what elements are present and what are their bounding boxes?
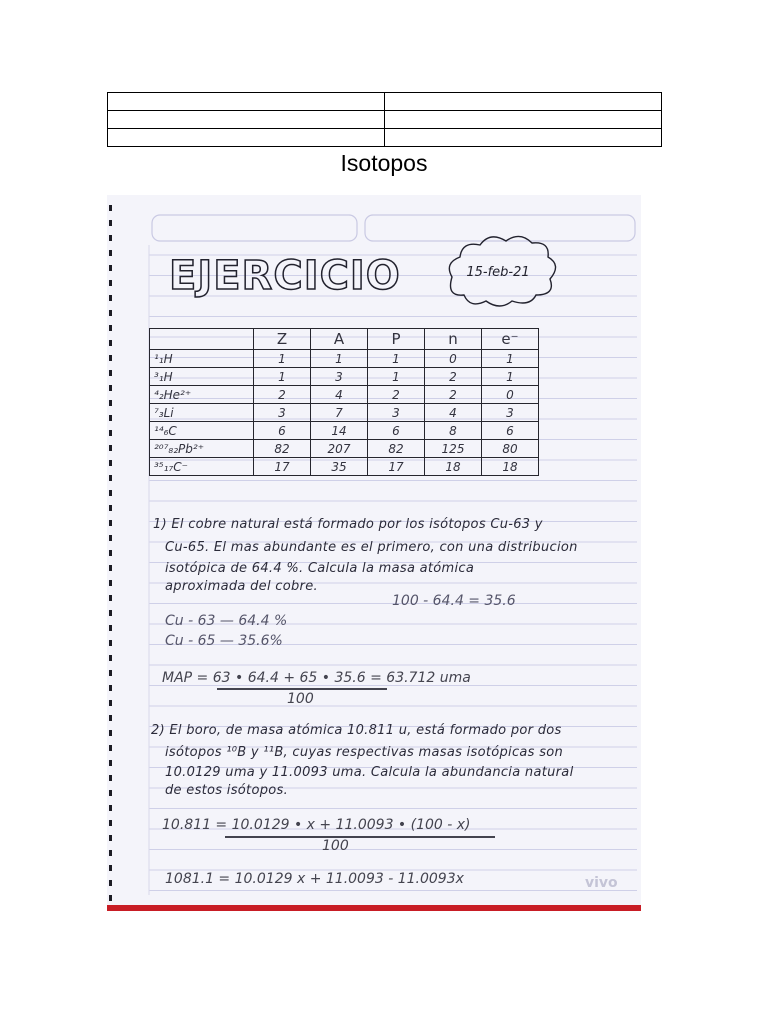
- binding-hole: [109, 685, 112, 691]
- table-cell: 82: [254, 440, 311, 458]
- header-table-row: [108, 111, 662, 129]
- isotope-table-header: [150, 329, 539, 350]
- table-cell: 2: [368, 386, 425, 404]
- header-table-row: [108, 93, 662, 111]
- table-cell: 18: [482, 458, 539, 476]
- binding-hole: [109, 445, 112, 451]
- binding-hole: [109, 415, 112, 421]
- q2-line-3: 10.0129 uma y 11.0093 uma. Calcula la abundancia natural: [165, 765, 574, 780]
- binding-hole: [109, 865, 112, 871]
- q1-calc: 100 - 64.4 = 35.6: [392, 593, 516, 609]
- binding-hole: [109, 490, 112, 496]
- table-cell: 82: [368, 440, 425, 458]
- binding-hole: [109, 340, 112, 346]
- binding-hole: [109, 655, 112, 661]
- binding-hole: [109, 505, 112, 511]
- binding-hole: [109, 235, 112, 241]
- binding-hole: [109, 385, 112, 391]
- table-cell: 1: [482, 368, 539, 386]
- binding-hole: [109, 775, 112, 781]
- table-cell: ⁷₃Li: [150, 404, 254, 422]
- table-cell: 3: [368, 404, 425, 422]
- table-cell: 1: [368, 368, 425, 386]
- table-row: [150, 368, 539, 386]
- binding-hole: [109, 715, 112, 721]
- column-header: [150, 329, 254, 350]
- binding-hole: [109, 355, 112, 361]
- table-cell: 1: [368, 350, 425, 368]
- header-cell: [385, 129, 662, 147]
- binding-hole: [109, 310, 112, 316]
- table-cell: 6: [368, 422, 425, 440]
- q2-equation-denominator: 100: [322, 838, 349, 854]
- table-cell: 4: [425, 404, 482, 422]
- q2-equation: 10.811 = 10.0129 • x + 11.0093 • (100 - x): [162, 817, 471, 833]
- table-row: [150, 440, 539, 458]
- notebook-photo: [107, 195, 641, 911]
- header-cell: [385, 93, 662, 111]
- binding-hole: [109, 520, 112, 526]
- table-cell: ¹⁴₆C: [150, 422, 254, 440]
- table-cell: 6: [254, 422, 311, 440]
- q1-map: MAP = 63 • 64.4 + 65 • 35.6 = 63.712 uma: [162, 670, 471, 686]
- table-cell: 35: [311, 458, 368, 476]
- table-row: [150, 458, 539, 476]
- table-cell: 4: [311, 386, 368, 404]
- q1-line-1: 1) El cobre natural está formado por los isótopos Cu-63 y: [153, 517, 543, 532]
- q2-line-4: de estos isótopos.: [165, 783, 289, 798]
- q1-line-4: aproximada del cobre.: [165, 579, 318, 594]
- header-table-row: [108, 129, 662, 147]
- binding-hole: [109, 325, 112, 331]
- binding-hole: [109, 265, 112, 271]
- binding-hole: [109, 625, 112, 631]
- table-cell: 3: [311, 368, 368, 386]
- table-cell: 3: [254, 404, 311, 422]
- binding-hole: [109, 295, 112, 301]
- document-title: Isotopos: [340, 150, 428, 176]
- table-row: [150, 404, 539, 422]
- brand-logo: vivo: [585, 875, 618, 891]
- table-cell: 6: [482, 422, 539, 440]
- binding-hole: [109, 535, 112, 541]
- table-cell: 18: [425, 458, 482, 476]
- binding-hole: [109, 790, 112, 796]
- table-cell: 17: [368, 458, 425, 476]
- binding-hole: [109, 880, 112, 886]
- ejercicio-heading: EJERCICIO: [169, 253, 401, 299]
- table-cell: ³₁H: [150, 368, 254, 386]
- binding-hole: [109, 700, 112, 706]
- table-cell: 1: [254, 350, 311, 368]
- table-cell: 1: [482, 350, 539, 368]
- binding-hole: [109, 220, 112, 226]
- table-cell: 3: [482, 404, 539, 422]
- table-cell: 125: [425, 440, 482, 458]
- header-cell: [385, 111, 662, 129]
- table-row: [150, 386, 539, 404]
- binding-hole: [109, 460, 112, 466]
- q1-fraction-bar: [217, 688, 387, 690]
- binding-hole: [109, 400, 112, 406]
- q2-fraction-bar: [225, 836, 495, 838]
- binding-hole: [109, 745, 112, 751]
- column-header: Z: [254, 329, 311, 350]
- header-cell: [108, 93, 385, 111]
- column-header: A: [311, 329, 368, 350]
- q2-line-1: 2) El boro, de masa atómica 10.811 u, está formado por dos: [151, 723, 562, 738]
- q1-cu63: Cu - 63 — 64.4 %: [165, 613, 288, 629]
- binding-hole: [109, 280, 112, 286]
- table-cell: 8: [425, 422, 482, 440]
- header-table: [107, 92, 662, 147]
- header-cell: [108, 111, 385, 129]
- table-cell: 2: [425, 368, 482, 386]
- column-header: e⁻: [482, 329, 539, 350]
- binding-hole: [109, 805, 112, 811]
- binding-hole: [109, 595, 112, 601]
- binding-hole: [109, 670, 112, 676]
- column-header: P: [368, 329, 425, 350]
- photo-bottom-edge: [107, 905, 641, 911]
- isotope-table: [149, 328, 539, 476]
- table-cell: 2: [425, 386, 482, 404]
- table-row: [150, 422, 539, 440]
- binding-hole: [109, 820, 112, 826]
- table-cell: ³⁵₁₇C⁻: [150, 458, 254, 476]
- table-cell: 1: [311, 350, 368, 368]
- table-cell: ²⁰⁷₈₂Pb²⁺: [150, 440, 254, 458]
- binding-hole: [109, 640, 112, 646]
- table-cell: 14: [311, 422, 368, 440]
- q1-map-denominator: 100: [287, 691, 314, 707]
- binding-hole: [109, 565, 112, 571]
- binding-hole: [109, 760, 112, 766]
- table-cell: 17: [254, 458, 311, 476]
- table-cell: 0: [425, 350, 482, 368]
- table-cell: ¹₁H: [150, 350, 254, 368]
- binding-hole: [109, 250, 112, 256]
- q1-line-2: Cu-65. El mas abundante es el primero, con una distribucion: [165, 540, 578, 555]
- binding-hole: [109, 730, 112, 736]
- binding-hole: [109, 835, 112, 841]
- q2-equation-2: 1081.1 = 10.0129 x + 11.0093 - 11.0093x: [165, 871, 464, 887]
- q1-line-3: isotópica de 64.4 %. Calcula la masa atómica: [165, 561, 475, 576]
- q1-cu65: Cu - 65 — 35.6%: [165, 633, 283, 649]
- binding-hole: [109, 895, 112, 901]
- binding-hole: [109, 850, 112, 856]
- date-label: 15-feb-21: [466, 264, 530, 280]
- binding-hole: [109, 475, 112, 481]
- binding-hole: [109, 580, 112, 586]
- q2-line-2: isótopos ¹⁰B y ¹¹B, cuyas respectivas masas isotópicas son: [165, 745, 564, 760]
- table-cell: 80: [482, 440, 539, 458]
- table-cell: 1: [254, 368, 311, 386]
- table-cell: 207: [311, 440, 368, 458]
- binding-hole: [109, 370, 112, 376]
- table-cell: ⁴₂He²⁺: [150, 386, 254, 404]
- binding-hole: [109, 610, 112, 616]
- table-row: [150, 350, 539, 368]
- table-cell: 0: [482, 386, 539, 404]
- binding-hole: [109, 205, 112, 211]
- binding-hole: [109, 430, 112, 436]
- binding-hole: [109, 550, 112, 556]
- table-cell: 7: [311, 404, 368, 422]
- column-header: n: [425, 329, 482, 350]
- table-cell: 2: [254, 386, 311, 404]
- header-cell: [108, 129, 385, 147]
